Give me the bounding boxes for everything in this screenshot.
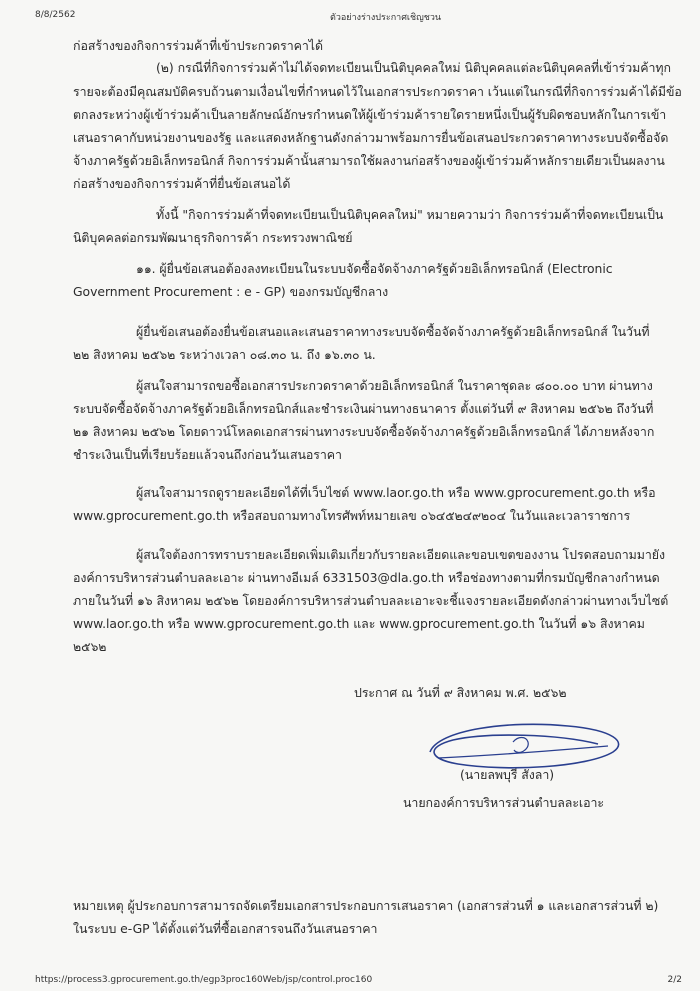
body-line: ภายในวันที่ ๑๖ สิงหาคม ๒๕๖๒ โดยองค์การบริหารส่วนตำบลละเอาะจะชี้แจงรายละเอียดดังกล่าวผ่านทางเว็บไซต์ bbox=[73, 593, 669, 608]
body-line: ๒๒ สิงหาคม ๒๕๖๒ ระหว่างเวลา ๐๘.๓๐ น. ถึง ๑๖.๓๐ น. bbox=[73, 347, 376, 362]
body-line: ๒๑ สิงหาคม ๒๕๖๒ โดยดาวน์โหลดเอกสารผ่านทางระบบจัดซื้อจัดจ้างภาครัฐด้วยอิเล็กทรอนิกส์ ได้ภายหลังจาก bbox=[73, 424, 655, 439]
body-line: ผู้สนใจสามารถขอซื้อเอกสารประกวดราคาด้วยอิเล็กทรอนิกส์ ในราคาชุดละ ๘๐๐.๐๐ บาท ผ่านทาง bbox=[136, 378, 653, 393]
signer-name: (นายลพบุรี สังลา) bbox=[460, 767, 555, 782]
remark-line: หมายเหตุ ผู้ประกอบการสามารถจัดเตรียมเอกสารประกอบการเสนอราคา (เอกสารส่วนที่ ๑ และเอกสารส่วนที่ ๒) bbox=[73, 898, 659, 913]
body-line: www.laor.go.th หรือ www.gprocurement.go.th และ www.gprocurement.go.th ในวันที่ ๑๖ สิงหาคม bbox=[73, 616, 645, 631]
document-header-title: ตัวอย่างร่างประกาศเชิญชวน bbox=[330, 13, 442, 23]
announcement-date: ประกาศ ณ วันที่ ๙ สิงหาคม พ.ศ. ๒๕๖๒ bbox=[354, 685, 567, 700]
signer-position: นายกองค์การบริหารส่วนตำบลละเอาะ bbox=[403, 795, 605, 810]
body-line: เสนอราคากับหน่วยงานของรัฐ และแสดงหลักฐานดังกล่าวมาพร้อมการยื่นข้อเสนอประกวดราคาทางระบบจัดซื้อจัด bbox=[73, 130, 669, 145]
body-line: ก่อสร้างของกิจการร่วมค้าที่เข้าประกวดราคาได้ bbox=[73, 38, 323, 53]
body-line: จ้างภาครัฐด้วยอิเล็กทรอนิกส์ กิจการร่วมค้านั้นสามารถใช้ผลงานก่อสร้างของผู้เข้าร่วมค้าหลักรายเดียวเป็นผลงาน bbox=[73, 153, 665, 168]
page-number: 2/2 bbox=[667, 975, 682, 985]
remark-line: ในระบบ e-GP ได้ตั้งแต่วันที่ซื้อเอกสารจนถึงวันเสนอราคา bbox=[73, 921, 378, 936]
body-line: ชำระเงินเป็นที่เรียบร้อยแล้วจนถึงก่อนวันเสนอราคา bbox=[73, 447, 342, 462]
body-line: ผู้สนใจต้องการทราบรายละเอียดเพิ่มเติมเกี่ยวกับรายละเอียดและขอบเขตของงาน โปรดสอบถามมายัง bbox=[136, 547, 665, 562]
body-line: ก่อสร้างของกิจการร่วมค้าที่ยื่นข้อเสนอได้ bbox=[73, 176, 291, 191]
body-line: (๒) กรณีที่กิจการร่วมค้าไม่ได้จดทะเบียนเป็นนิติบุคคลใหม่ นิติบุคคลแต่ละนิติบุคคลที่เข้าร่วมค้าทุก bbox=[156, 60, 671, 75]
body-line: ๒๕๖๒ bbox=[73, 639, 107, 654]
body-line: ตกลงระหว่างผู้เข้าร่วมค้าเป็นลายลักษณ์อักษรกำหนดให้ผู้เข้าร่วมค้ารายใดรายหนึ่งเป็นผู้รับผิดชอบหลักในการเข้า bbox=[73, 107, 667, 122]
body-line: ผู้สนใจสามารถดูรายละเอียดได้ที่เว็บไซต์ www.laor.go.th หรือ www.gprocurement.go.th หรือ bbox=[136, 485, 656, 500]
body-line: Government Procurement : e - GP) ของกรมบัญชีกลาง bbox=[73, 284, 389, 299]
body-line: ระบบจัดซื้อจัดจ้างภาครัฐด้วยอิเล็กทรอนิกส์และชำระเงินผ่านทางธนาคาร ตั้งแต่วันที่ ๙ สิงหาคม ๒๕๖๒ ถึงวันที่ bbox=[73, 401, 654, 416]
body-line: www.gprocurement.go.th หรือสอบถามทางโทรศัพท์หมายเลข ๐๖๔๕๒๔๙๒๐๔ ในวันและเวลาราชการ bbox=[73, 508, 631, 523]
body-line: ผู้ยื่นข้อเสนอต้องยื่นข้อเสนอและเสนอราคาทางระบบจัดซื้อจัดจ้างภาครัฐด้วยอิเล็กทรอนิกส์ ในวันที่ bbox=[136, 324, 650, 339]
body-line: นิติบุคคลต่อกรมพัฒนาธุรกิจการค้า กระทรวงพาณิชย์ bbox=[73, 230, 353, 245]
body-line: รายจะต้องมีคุณสมบัติครบถ้วนตามเงื่อนไขที่กำหนดไว้ในเอกสารประกวดราคา เว้นแต่ในกรณีที่กิจการร่วมค้าได้มีข้อ bbox=[73, 84, 682, 99]
footer-url: https://process3.gprocurement.go.th/egp3proc160Web/jsp/control.proc160 bbox=[35, 975, 373, 985]
section-heading: ๑๑. ผู้ยื่นข้อเสนอต้องลงทะเบียนในระบบจัดซื้อจัดจ้างภาครัฐด้วยอิเล็กทรอนิกส์ (Electronic bbox=[136, 261, 613, 276]
print-date: 8/8/2562 bbox=[35, 10, 76, 20]
body-line: ทั้งนี้ "กิจการร่วมค้าที่จดทะเบียนเป็นนิติบุคคลใหม่" หมายความว่า กิจการร่วมค้าที่จดทะเบียนเป็น bbox=[156, 207, 664, 222]
body-line: องค์การบริหารส่วนตำบลละเอาะ ผ่านทางอีเมล์ 6331503@dla.go.th หรือช่องทางตามที่กรมบัญชีกลางกำหนด bbox=[73, 570, 660, 585]
